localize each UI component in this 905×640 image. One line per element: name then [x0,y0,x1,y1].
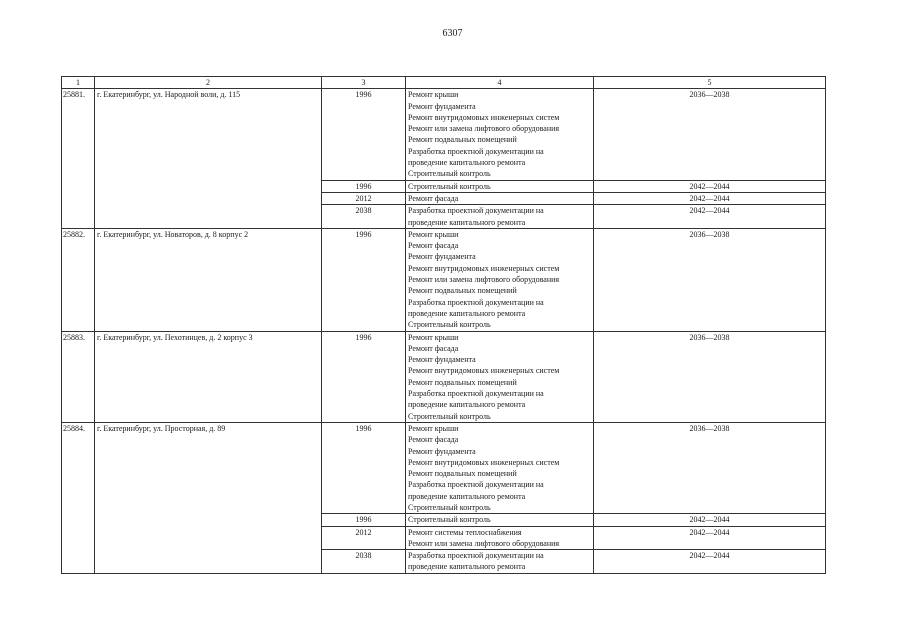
work-item: Ремонт подвальных помещений [408,469,517,479]
table-header-row [62,77,826,89]
works-cell [406,205,594,229]
table-row [62,514,826,526]
year-cell: 1996 [322,89,406,180]
works-cell [406,550,594,574]
work-item: Ремонт или замена лифтового оборудования [408,124,560,134]
works-cell [406,228,594,331]
object-number-cell [62,550,95,574]
address-cell: г. Екатеринбург, ул. Новаторов, д. 8 корпус 2 [95,228,322,331]
work-item: Ремонт подвальных помещений [408,135,517,145]
year-cell: 2012 [322,526,406,550]
work-item: Ремонт фундамента [408,446,476,456]
table-body [62,77,826,574]
year-cell: 1996 [322,228,406,331]
object-number-cell [62,192,95,204]
year-cell: 2038 [322,205,406,229]
object-number-cell [62,180,95,192]
work-item: Ремонт подвальных помещений [408,286,517,296]
work-item: проведение капитального ремонта [408,400,526,410]
period-cell: 2036—2038 [594,228,826,331]
works-cell [406,514,594,526]
object-number-cell: 25881. [62,89,95,180]
work-item: Ремонт внутридомовых инженерных систем [408,457,560,467]
work-item: Ремонт фасада [408,241,459,251]
period-cell: 2042—2044 [594,526,826,550]
period-cell: 2036—2038 [594,331,826,422]
work-item: Разработка проектной документации на [408,389,544,399]
work-item: Строительный контроль [408,411,491,421]
work-item: Ремонт фасада [408,343,459,353]
year-cell: 1996 [322,422,406,513]
work-item: проведение капитального ремонта [408,217,526,227]
work-item: Ремонт внутридомовых инженерных систем [408,366,560,376]
address-cell: г. Екатеринбург, ул. Просторная, д. 89 [95,422,322,513]
header-col-4: 4 [406,77,594,89]
work-item: Ремонт фасада [408,435,459,445]
work-item: Ремонт внутридомовых инженерных систем [408,263,560,273]
header-col-2: 2 [95,77,322,89]
work-item: проведение капитального ремонта [408,308,526,318]
work-item: Разработка проектной документации на [408,297,544,307]
work-item: Разработка проектной документации на [408,206,544,216]
table-row [62,89,826,180]
work-item: Строительный контроль [408,502,491,512]
works-cell [406,526,594,550]
works-cell [406,192,594,204]
address-cell: г. Екатеринбург, ул. Пехотинцев, д. 2 корпус 3 [95,331,322,422]
table-row [62,192,826,204]
work-item: Разработка проектной документации на [408,146,544,156]
work-item: Ремонт системы теплоснабжения [408,527,522,537]
work-item: Разработка проектной документации на [408,480,544,490]
period-cell: 2042—2044 [594,205,826,229]
table-row [62,331,826,422]
object-number-cell [62,205,95,229]
table-row [62,526,826,550]
work-item: проведение капитального ремонта [408,562,526,572]
work-item: Ремонт крыши [408,229,459,239]
period-cell: 2036—2038 [594,89,826,180]
repair-schedule-table [61,76,826,574]
year-cell: 2038 [322,550,406,574]
table-row [62,205,826,229]
table-row [62,228,826,331]
object-number-cell: 25884. [62,422,95,513]
address-cell [95,192,322,204]
work-item: Ремонт фундамента [408,252,476,262]
work-item: Ремонт подвальных помещений [408,377,517,387]
work-item: Ремонт или замена лифтового оборудования [408,275,560,285]
period-cell: 2042—2044 [594,514,826,526]
work-item: Строительный контроль [408,169,491,179]
year-cell: 1996 [322,331,406,422]
work-item: Ремонт или замена лифтового оборудования [408,538,560,548]
table-row [62,180,826,192]
work-item: Ремонт крыши [408,332,459,342]
table-row [62,422,826,513]
year-cell: 1996 [322,514,406,526]
works-cell [406,331,594,422]
work-item: Разработка проектной документации на [408,551,544,561]
address-cell [95,180,322,192]
works-cell [406,422,594,513]
address-cell [95,514,322,526]
period-cell: 2042—2044 [594,180,826,192]
header-col-5: 5 [594,77,826,89]
address-cell [95,526,322,550]
year-cell: 2012 [322,192,406,204]
works-cell [406,180,594,192]
work-item: проведение капитального ремонта [408,158,526,168]
address-cell [95,205,322,229]
work-item: Ремонт крыши [408,423,459,433]
work-item: Ремонт внутридомовых инженерных систем [408,112,560,122]
period-cell: 2042—2044 [594,192,826,204]
address-cell [95,550,322,574]
work-item: Ремонт фасада [408,193,459,203]
period-cell: 2036—2038 [594,422,826,513]
address-cell: г. Екатеринбург, ул. Народной воли, д. 115 [95,89,322,180]
object-number-cell: 25883. [62,331,95,422]
work-item: проведение капитального ремонта [408,491,526,501]
header-col-3: 3 [322,77,406,89]
year-cell: 1996 [322,180,406,192]
object-number-cell [62,526,95,550]
work-item: Ремонт фундамента [408,355,476,365]
period-cell: 2042—2044 [594,550,826,574]
work-item: Ремонт крыши [408,90,459,100]
works-cell [406,89,594,180]
header-col-1: 1 [62,77,95,89]
work-item: Строительный контроль [408,515,491,525]
work-item: Ремонт фундамента [408,101,476,111]
object-number-cell [62,514,95,526]
work-item: Строительный контроль [408,320,491,330]
work-item: Строительный контроль [408,181,491,191]
table-row [62,550,826,574]
object-number-cell: 25882. [62,228,95,331]
page-number: 6307 [442,28,463,39]
